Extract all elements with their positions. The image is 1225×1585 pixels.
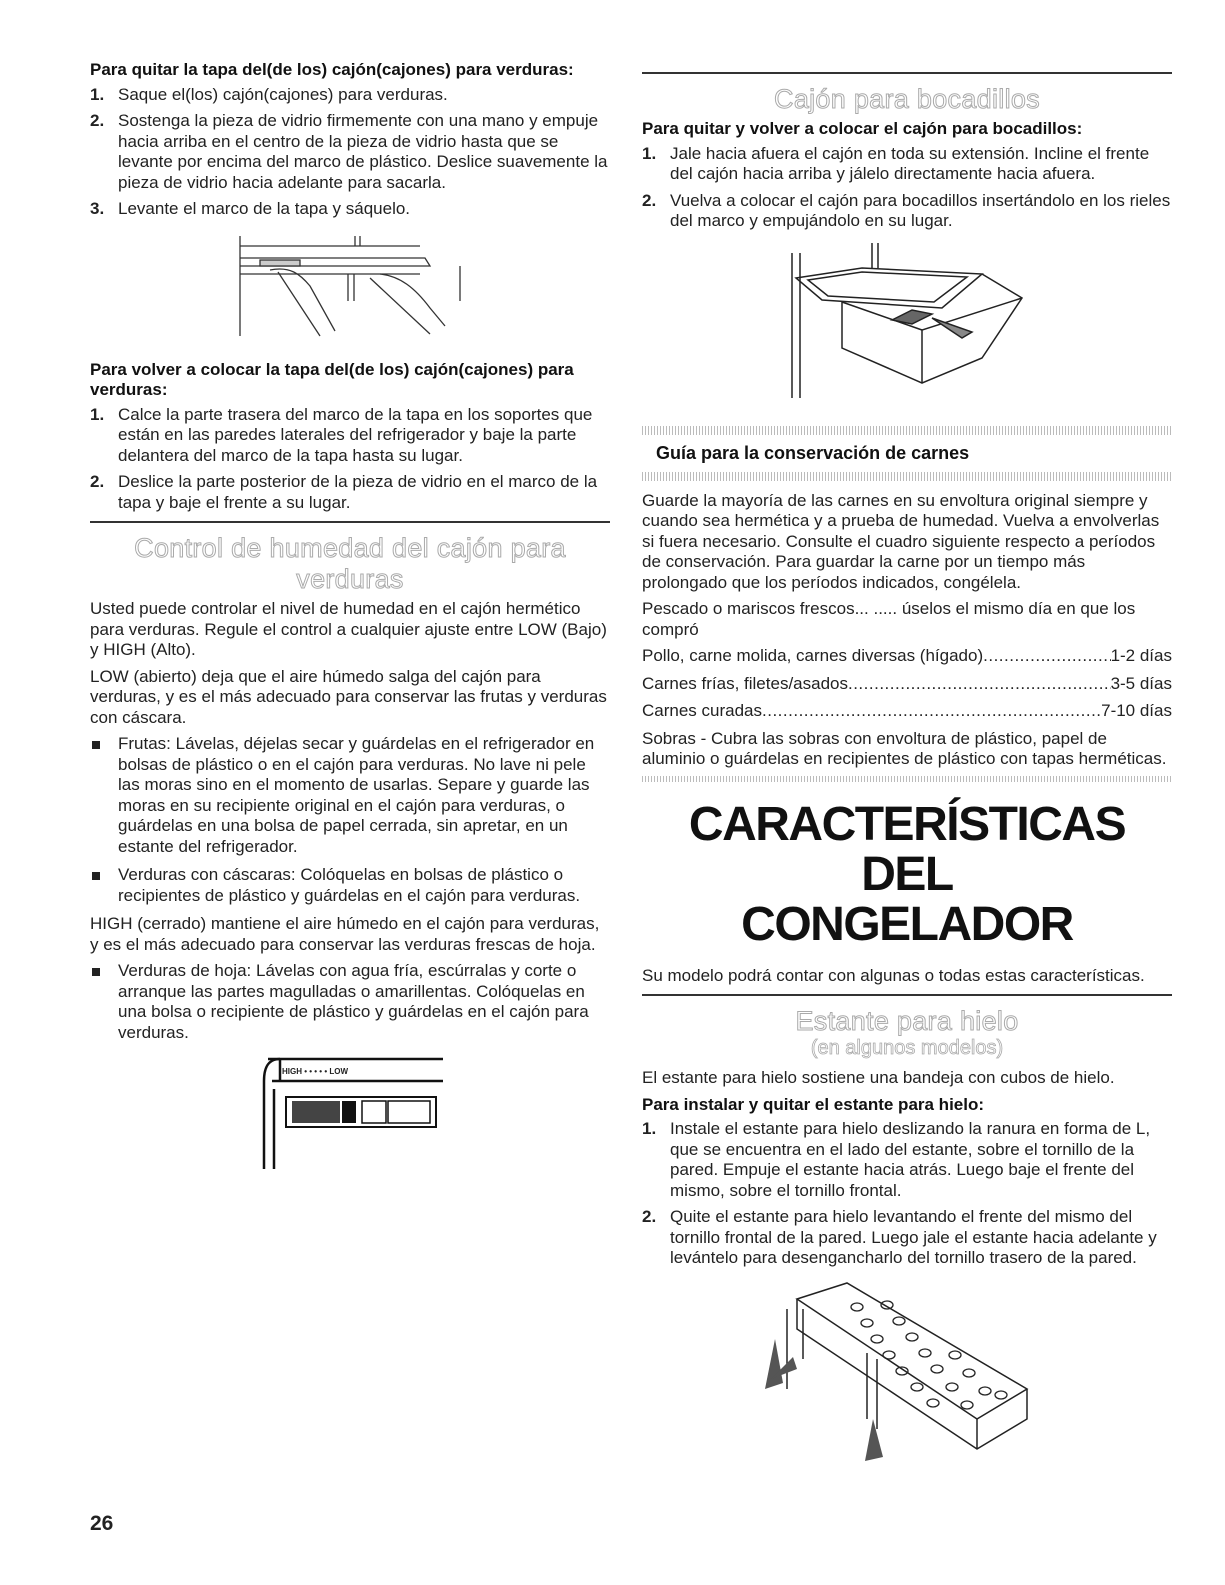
list-item: 1. Jale hacia afuera el cajón en toda su extensión. Incline el frente del cajón hacia arriba y jálelo directamente hacia afuera. [642,143,1150,183]
list-item: Verduras de hoja: Lávelas con agua fría, escúrralas y corte o arranque las partes magulladas o amarillentas. Colóquelas en una bolsa o recipiente de plástico y guárdelas en el cajón para verduras. [90,961,610,1043]
guide-bar-bottom [642,776,1172,782]
divider [642,72,1172,74]
list-item: 1. Instale el estante para hielo deslizando la ranura en forma de L, que se encuentra en el lado del estante, sobre el tornillo de la pared. Empuje el estante hacia atrás. Luego baje el frente del mismo, sobre el tornillo frontal. [642,1119,1151,1200]
leftovers-text: Sobras - Cubra las sobras con envoltura de plástico, papel de aluminio o guárdelas en recipientes de plástico con tapas herméticas. [642,728,1167,768]
snack-drawer-illustration [782,238,1032,408]
page-number: 26 [90,1512,114,1535]
list-item: 1. Calce la parte trasera del marco de la tapa en los soportes que están en las paredes laterales del refrigerador y baje la parte delantera del marco de la tapa hasta su lugar. [90,404,593,465]
divider [90,521,610,523]
replace-lid-heading: Para volver a colocar la tapa del(de los) cajón(cajones) para verduras: [90,359,574,399]
remove-lid-steps [90,85,610,220]
table-row: Carnes frías, filetes/asados ..... 3-5 días [642,674,1172,695]
freezer-intro: Su modelo podrá contar con algunas o todas estas características. [642,965,1145,985]
list-item: 3. Levante el marco de la tapa y sáquelo. [90,199,411,218]
list-item: 2. Deslice la parte posterior de la pieza de vidrio en el marco de la tapa y baje el frente a su lugar. [90,472,598,512]
ice-rack-subtitle: (en algunos modelos) [810,1037,1004,1059]
list-item: Frutas: Lávelas, déjelas secar y guárdelas en el refrigerador en bolsas de plástico o en el cajón para verduras. No lave ni pele las moras sino en el momento de usarlas. Separe y guarde las moras en su recipiente original en el cajón para verduras, o guárdelas en una bolsa de papel cerrada, sin apretar, en un estante del refrigerador. [90,734,610,857]
humidity-intro: Usted puede controlar el nivel de humedad en el cajón hermético para verduras. Regule el control a cualquier ajuste entre LOW (Bajo) y HIGH (Alto). [90,599,607,659]
ice-rack-title: Estante para hielo [795,1006,1019,1036]
snack-drawer-heading: Para quitar y volver a colocar el cajón para bocadillos: [642,119,1083,138]
ice-rack-intro: El estante para hielo sostiene una bandeja con cubos de hielo. [642,1068,1115,1087]
replace-lid-steps [90,405,610,514]
snack-drawer-title: Cajón para bocadillos [774,84,1040,114]
humidity-control-illustration [258,1051,558,1181]
list-item: 2. Vuelva a colocar el cajón para bocadillos insertándolo en los rieles del marco y empujándolo en su lugar. [642,190,1171,230]
list-item: 2. Sostenga la pieza de vidrio firmemente con una mano y empuje hacia arriba en el centro de la pieza de vidrio hasta que se levante por encima del marco de plástico. Deslice suavemente la pieza de vidrio hacia adelante para sacarla. [90,111,608,192]
low-setting-text: LOW (abierto) deja que el aire húmedo salga del cajón para verduras, y es el más adecuado para conservar las frutas y verduras con cáscara. [90,666,607,727]
humidity-control-title: Control de humedad del cajón para verduras [134,533,566,594]
ice-rack-steps [642,1119,1172,1269]
ice-rack-illustration [757,1279,1057,1469]
right-column [642,72,1172,1469]
crisper-lid-illustration [230,226,470,346]
high-setting-text: HIGH (cerrado) mantiene el aire húmedo en el cajón para verduras, y es el más adecuado para conservar las verduras frescas de hoja. [90,914,600,954]
meat-guide-intro: Guarde la mayoría de las carnes en su envoltura original siempre y cuando sea hermética y a prueba de humedad. Vuelva a envolverlas si fuera necesario. Consulte el cuadro siguiente respecto a períodos de conservación. Para guardar la carne por un tiempo más prolongado que los períodos indicados, congélela. [642,490,1160,592]
table-row: Pollo, carne molida, carnes diversas (hígado) ..... 1-2 días [642,646,1172,667]
list-item: 1. Saque el(los) cajón(cajones) para verduras. [90,84,448,104]
divider [642,994,1172,996]
snack-drawer-steps [642,144,1172,232]
control-label: HIGH • • • • • LOW [282,1067,348,1076]
list-item: Verduras con cáscaras: Colóquelas en bolsas de plástico o recipientes de plástico y guárdelas en el cajón para verduras. [90,865,610,906]
list-item: 2. Quite el estante para hielo levantando el frente del mismo del tornillo frontal de la pared. Luego jale el estante hacia adelante y levántelo para desengancharlo del tornillo trasero de la pared. [642,1207,1157,1267]
freezer-features-title: CARACTERÍSTICAS DEL CONGELADOR [688,797,1126,951]
guide-bar-top [642,426,1172,435]
meat-guide-title: Guía para la conservación de carnes [656,442,970,463]
remove-lid-heading: Para quitar la tapa del(de los) cajón(cajones) para verduras: [90,60,574,79]
table-row: Carnes curadas ..... 7-10 días [642,701,1172,722]
guide-bar-mid [642,472,1172,481]
fish-line: Pescado o mariscos frescos... ..... úselos el mismo día en que los compró [642,599,1136,639]
ice-rack-heading: Para instalar y quitar el estante para hielo: [642,1094,985,1114]
left-column [90,60,610,1181]
